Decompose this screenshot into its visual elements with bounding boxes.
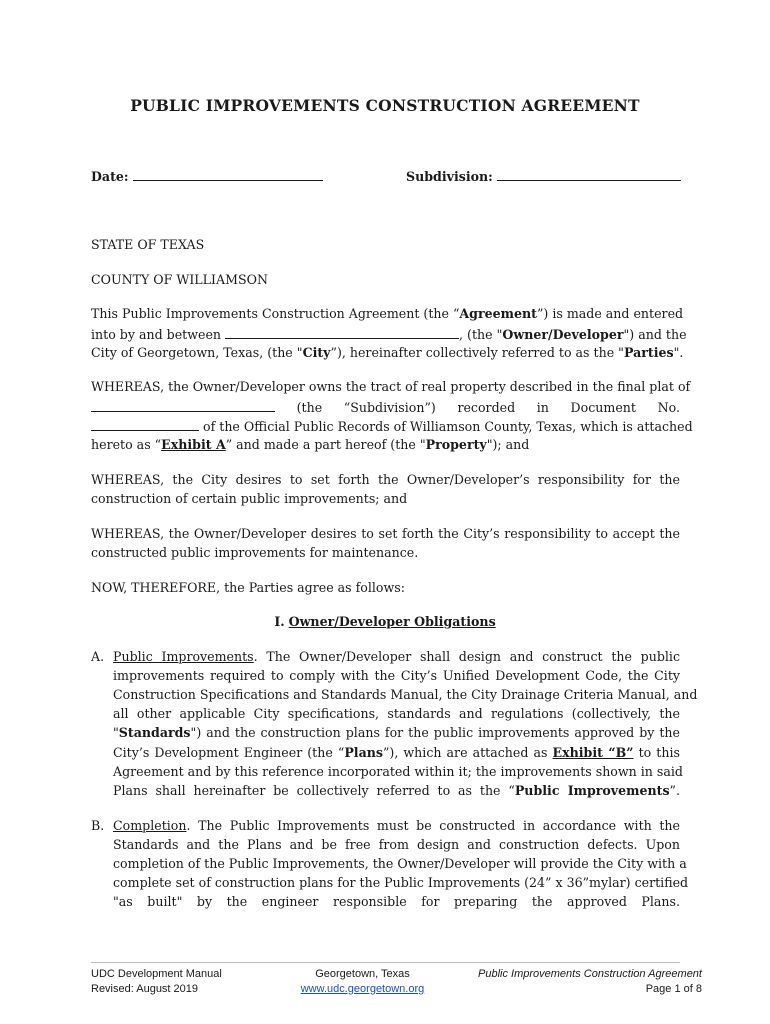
- item-a-line-8: Plans shall hereinafter be collectively referred to as the “Public Improvements”.: [113, 783, 680, 798]
- whereas1-line-3: of the Official Public Records of Williamson County, Texas, which is attached: [91, 418, 680, 434]
- footer-right-2: Page 1 of 8: [645, 983, 702, 995]
- now-therefore-line: NOW, THEREFORE, the Parties agree as follows:: [91, 580, 405, 595]
- item-b-line-5: "as built" by the engineer responsible for preparing the approved Plans.: [113, 894, 680, 909]
- item-a-heading: Public Improvements: [113, 649, 254, 664]
- agreement-term: Agreement: [459, 306, 537, 321]
- exhibit-a-term: Exhibit A: [161, 437, 226, 452]
- whereas1-line-4: hereto as “Exhibit A” and made a part hereof (the "Property"); and: [91, 437, 530, 452]
- item-a-line-6: City’s Development Engineer (the “Plans”), which are attached as Exhibit “B” to this: [113, 745, 680, 760]
- whereas1-line-2: (the “Subdivision”) recorded in Document No.: [91, 399, 680, 415]
- standards-term: Standards: [118, 725, 191, 740]
- state-line: STATE OF TEXAS: [91, 237, 205, 252]
- item-b-heading: Completion: [113, 818, 187, 833]
- footer-center-2: [290, 983, 435, 995]
- date-blank: [133, 168, 323, 181]
- document-title: PUBLIC IMPROVEMENTS CONSTRUCTION AGREEMENT: [130, 96, 640, 115]
- intro-line-1: This Public Improvements Construction Agreement (the “Agreement”) is made and entered: [91, 306, 684, 321]
- footer-right-1: Public Improvements Construction Agreement: [478, 968, 702, 980]
- owner-term: Owner/Developer: [502, 327, 624, 342]
- item-b-letter: B.: [91, 818, 105, 833]
- whereas3-line-1: WHEREAS, the Owner/Developer desires to set forth the City’s responsibility to accept the: [91, 526, 680, 541]
- public-improvements-term: Public Improvements: [514, 783, 670, 798]
- item-a-line-2: improvements required to comply with the City’s Unified Development Code, the City: [113, 668, 680, 683]
- subdivision-label: Subdivision:: [406, 169, 493, 184]
- parties-term: Parties: [623, 345, 674, 360]
- whereas2-line-1: WHEREAS, the City desires to set forth the Owner/Developer’s responsibility for the: [91, 472, 680, 487]
- exhibit-b-term: Exhibit “B”: [552, 745, 634, 760]
- item-a-line-5: "Standards") and the construction plans for the public improvements approved by the: [113, 725, 680, 740]
- item-b-line-3: completion of the Public Improvements, the Owner/Developer will provide the City with a: [113, 856, 687, 871]
- document-no-blank: [91, 418, 199, 431]
- property-term: Property: [425, 437, 487, 452]
- item-b-line-2: Standards and the Plans and be free from design and construction defects. Upon: [113, 837, 680, 852]
- intro-line-3: City of Georgetown, Texas, (the "City”), hereinafter collectively referred to as the "Parties".: [91, 345, 684, 360]
- whereas1-line-1: WHEREAS, the Owner/Developer owns the tract of real property described in the final plat of: [91, 379, 691, 394]
- county-line: COUNTY OF WILLIAMSON: [91, 272, 268, 287]
- date-field-line: [91, 168, 323, 184]
- date-label: Date:: [91, 169, 129, 184]
- intro-line-2: into by and between , (the "Owner/Developer") and the: [91, 327, 687, 342]
- footer-website-link[interactable]: www.udc.georgetown.org: [300, 983, 425, 995]
- item-a-line-3: Construction Specifications and Standards Manual, the City Drainage Criteria Manual, and: [113, 687, 698, 702]
- whereas2-line-2: construction of certain public improvements; and: [91, 491, 408, 506]
- plans-term: Plans: [344, 745, 383, 760]
- item-b-line-1: Completion. The Public Improvements must be constructed in accordance with the: [113, 818, 680, 833]
- item-a-line-4: all other applicable City specifications, standards and regulations (collectively, the: [113, 706, 680, 721]
- whereas3-line-2: constructed public improvements for maintenance.: [91, 545, 419, 560]
- party-blank: [225, 326, 459, 339]
- section-number: I.: [274, 614, 285, 629]
- city-term: City: [302, 345, 331, 360]
- item-a-letter: A.: [91, 649, 105, 664]
- plat-blank: [91, 399, 275, 412]
- subdivision-blank: [497, 168, 681, 181]
- subdivision-field-line: [406, 168, 681, 184]
- item-b-line-4: complete set of construction plans for the Public Improvements (24” x 36”mylar) certified: [113, 875, 689, 890]
- footer-center-1: Georgetown, Texas: [315, 968, 410, 980]
- item-a-line-1: Public Improvements. The Owner/Developer shall design and construct the public: [113, 649, 681, 664]
- section-title: Owner/Developer Obligations: [288, 614, 496, 629]
- footer-divider: [91, 962, 680, 963]
- item-a-line-7: Agreement and by this reference incorporated within it; the improvements shown in said: [113, 764, 683, 779]
- footer-left-2: Revised: August 2019: [91, 983, 199, 995]
- footer-left-1: UDC Development Manual: [91, 968, 222, 980]
- section-heading: [0, 614, 770, 629]
